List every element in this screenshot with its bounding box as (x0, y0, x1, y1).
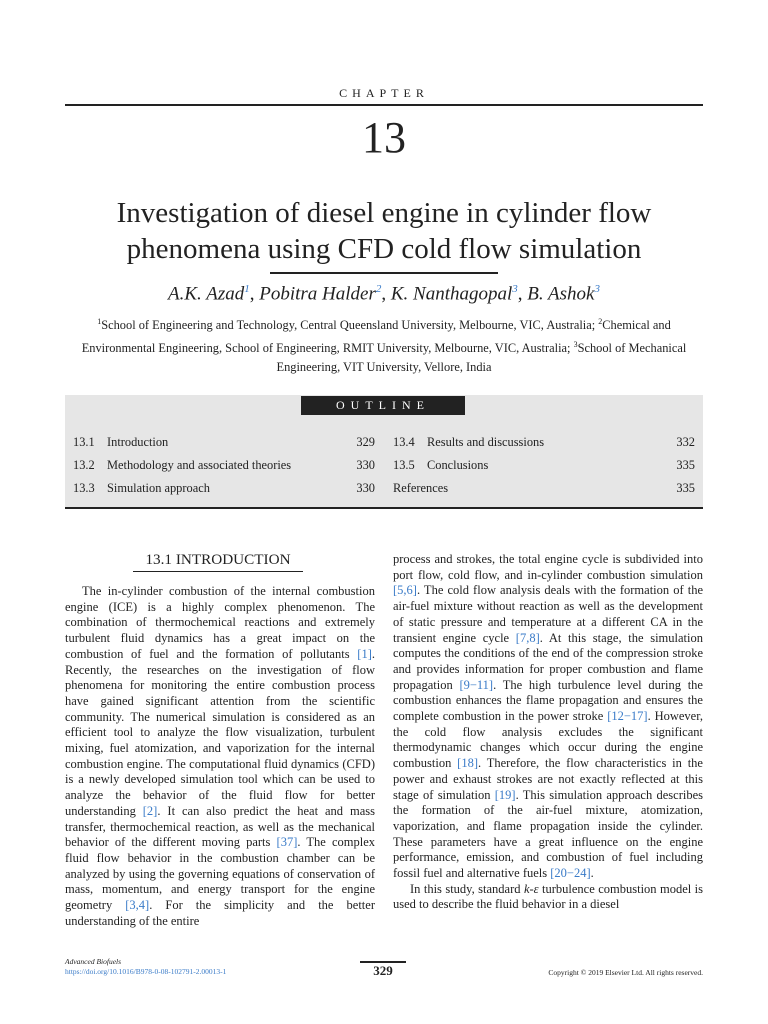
toc-title: References (393, 481, 449, 495)
toc-title: Methodology and associated theories (107, 458, 292, 472)
chapter-number: 13 (362, 113, 406, 162)
toc-number: 13.1 (73, 435, 95, 449)
author-affiliation-marker[interactable]: 1 (244, 283, 250, 295)
toc-entry[interactable] (73, 434, 375, 450)
citation-link[interactable]: [37] (276, 835, 298, 850)
author-affiliation-marker[interactable]: 3 (512, 283, 518, 295)
toc-entry[interactable] (393, 457, 695, 473)
affiliations (62, 312, 706, 377)
paragraph: In this study, standard k-ε turbulence combustion model is used to describe the fluid behavior in a diesel (393, 881, 703, 912)
toc-entry[interactable] (73, 480, 375, 496)
page-number: 329 (373, 963, 393, 978)
affiliation-1: School of Engineering and Technology, Central Queensland University, Melbourne, VIC, Australia; (101, 318, 599, 333)
paragraph: process and strokes, the total engine cycle is subdivided into port flow, cold flow, and in-cylinder combustion simulation [5,6]. The cold flow analysis deals with the formation of the air-fuel mixture without reaction as well as the development of static pressure and temperature at a different CA in the transient engine cycle [7,8]. At this stage, the simulation computes the conditions of the end of the compression stroke and provides information for proper combustion and flame propagation [9−11]. The high turbulence level during the combustion enhances the flame propagation and ensures the complete combustion in the power stroke [12−17]. However, the cold flow analysis excludes the significant thermodynamic changes which occur during the engine combustion [18]. Therefore, the flow characteristics in the power and exhaust strokes are not exactly reflected at this stage of simulation [19]. This simulation approach describes the formation of the air-fuel mixture, atomization, vaporization, and flame propagation inside the cylinder. These parameters have a great influence on the engine performance, emission, and combustion of fuel including fossil fuel and alternative fuels [20−24]. (393, 552, 703, 881)
toc-entry[interactable] (393, 480, 695, 496)
toc-number: 13.2 (73, 458, 95, 472)
title-line-1: Investigation of diesel engine in cylinder flow (116, 197, 652, 229)
affiliation-2: Chemical and Environmental Engineering, School of Engineering, RMIT University, Melbourne, VIC, Australia; (81, 318, 671, 356)
affiliation-marker: 3 (573, 340, 578, 350)
toc-title: Simulation approach (107, 481, 210, 495)
book-title: Advanced Biofuels (65, 957, 122, 966)
toc-number: 13.3 (73, 481, 95, 495)
author-name: Pobitra Halder (259, 283, 376, 305)
citation-link[interactable]: [20−24] (550, 866, 591, 881)
citation-link[interactable]: [18] (457, 756, 478, 771)
toc-page: 330 (356, 458, 375, 472)
title-line-2: phenomena using CFD cold flow simulation (126, 233, 642, 265)
citation-link[interactable]: [12−17] (607, 709, 648, 724)
author-affiliation-marker[interactable]: 2 (375, 283, 382, 295)
paragraph: The in-cylinder combustion of the internal combustion engine (ICE) is a highly complex phenomenon. The combination of thermochemical reactions and extremely turbulent fluid dynamics has a great impact on the combustion of fuel and the formation of pollutants [1]. Recently, the researches on the investigation of flow phenomena for monitoring the entire combustion process have gained significant attention from the scientific community. The numerical simulation is considered as an efficient tool to analyze the flow visualization, turbulent mixing, fuel atomization, and vaporization for the internal combustion engine. The computational fluid dynamics (CFD) is a newly developed simulation tool which can be used to analyze the behavior of the fluid flow for better understanding [2]. It can also predict the heat and mass transfer, thermochemical reaction, as well as the mechanical behavior of the different moving parts [37]. The complex fluid flow behavior in the combustion chamber can be analyzed by using the governing equations of conservation of mass, momentum, and energy transport for the engine geometry [3,4]. For the simplicity and the better understanding of the entire (65, 584, 376, 928)
toc-page: 332 (676, 435, 695, 449)
toc-page: 335 (676, 481, 695, 495)
chapter-title (60, 195, 708, 267)
citation-link[interactable]: [19] (494, 787, 516, 802)
body-column-right (393, 552, 703, 913)
author-name: A.K. Azad (168, 283, 245, 305)
author-list: A.K. Azad$^1$, Pobitra Halder$^2$, K. Nanthagopal$^3$, B. Ashok$^3$ (168, 283, 600, 305)
toc-page: 335 (676, 458, 695, 472)
citation-link[interactable]: [9−11] (459, 677, 494, 692)
citation-link[interactable]: [1] (357, 646, 372, 661)
chapter-rule (65, 104, 703, 106)
author-affiliation-marker[interactable]: 3 (594, 283, 600, 295)
citation-link[interactable]: [7,8] (515, 630, 540, 645)
model-symbol: k-ε (523, 881, 539, 896)
toc-title: Results and discussions (427, 435, 545, 449)
author-name: B. Ashok (527, 283, 595, 305)
section-heading-rule (133, 571, 303, 572)
author-name: K. Nanthagopal (390, 283, 513, 305)
outline-label: OUTLINE (301, 396, 465, 415)
affiliation-3: School of Mechanical Engineering, VIT University, Vellore, India (276, 341, 687, 375)
footer-source (65, 957, 226, 977)
toc-page: 330 (356, 481, 375, 495)
citation-link[interactable]: [5,6] (393, 583, 417, 598)
doi-link[interactable]: https://doi.org/10.1016/B978-0-08-102791-2.00013-1 (65, 967, 227, 976)
toc-entry[interactable] (73, 457, 375, 473)
citation-link[interactable]: [3,4] (125, 898, 150, 913)
chapter-label: CHAPTER (339, 86, 429, 100)
affiliation-marker: 2 (598, 317, 603, 326)
title-rule (270, 272, 498, 274)
body-column-left (65, 584, 375, 929)
affiliation-marker: 1 (97, 317, 102, 326)
toc-number: 13.4 (393, 435, 415, 449)
copyright-notice: Copyright © 2019 Elsevier Ltd. All rights reserved. (548, 968, 703, 977)
toc-entry[interactable] (393, 434, 695, 450)
toc-number: 13.5 (393, 458, 415, 472)
toc-page: 329 (356, 435, 375, 449)
toc-title: Conclusions (427, 458, 489, 472)
citation-link[interactable]: [2] (142, 803, 158, 818)
section-heading: 13.1 INTRODUCTION (145, 551, 291, 568)
toc-title: Introduction (107, 435, 169, 449)
